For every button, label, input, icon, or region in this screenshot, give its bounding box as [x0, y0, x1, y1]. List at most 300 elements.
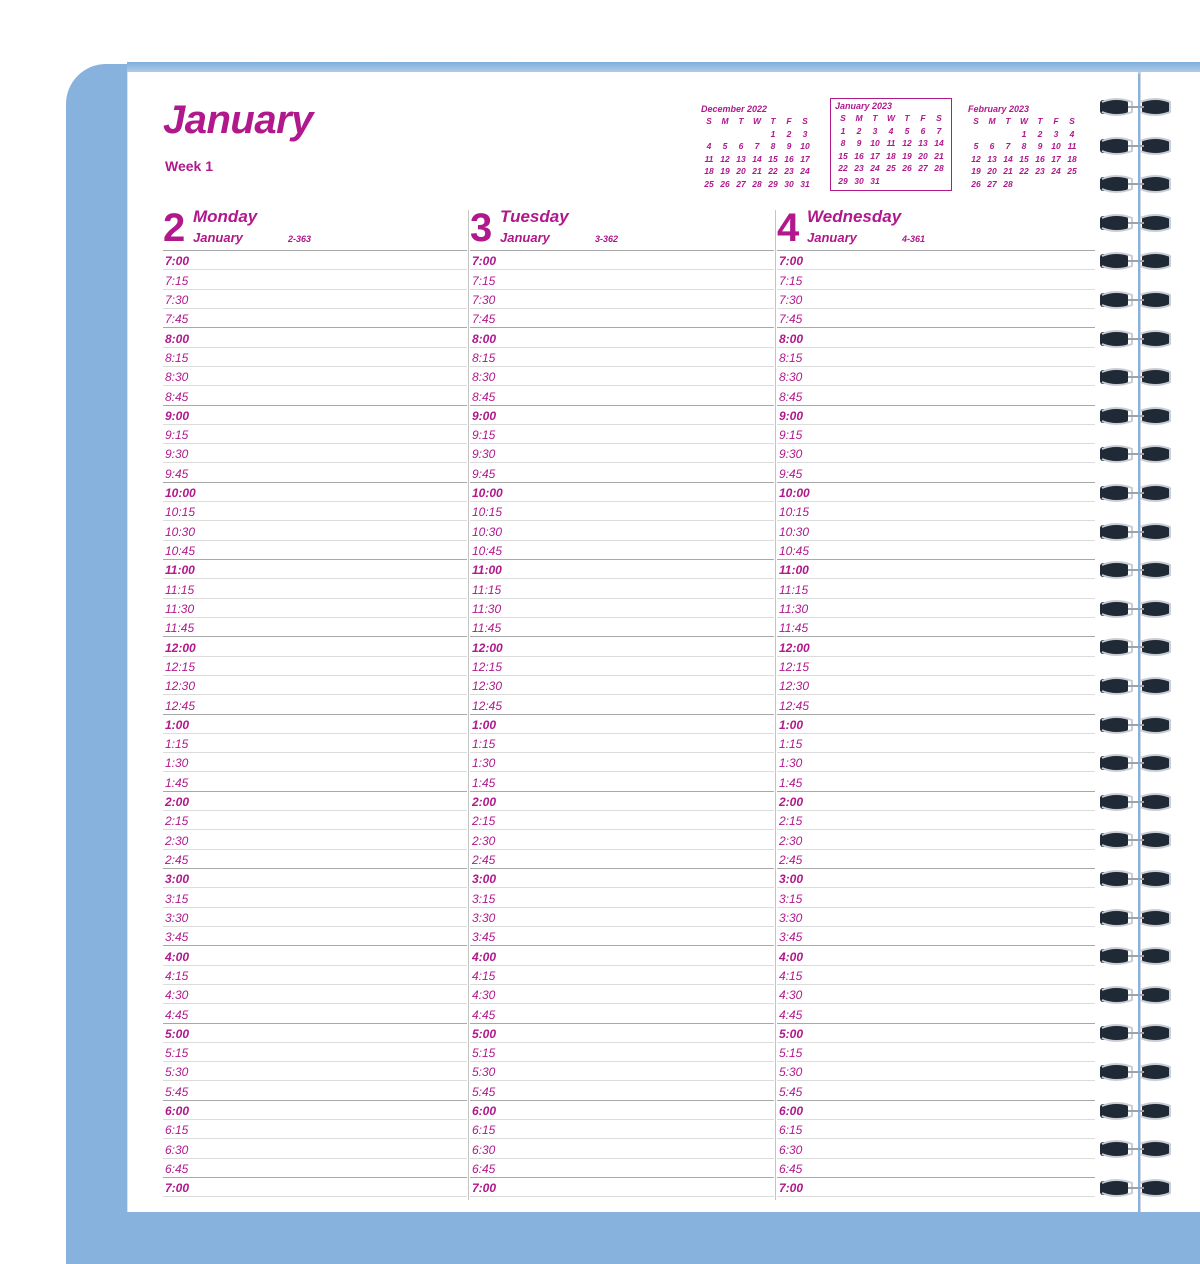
- calendar-date: 16: [854, 150, 864, 161]
- time-slot[interactable]: [777, 792, 1095, 811]
- time-label: 2:30: [779, 833, 803, 848]
- time-label: 7:00: [472, 1181, 497, 1196]
- time-slot[interactable]: [777, 1101, 1095, 1120]
- time-slot[interactable]: [163, 888, 467, 907]
- calendar-date: [1000, 128, 1016, 141]
- time-slot[interactable]: [163, 483, 467, 502]
- time-label: 5:30: [779, 1065, 803, 1080]
- time-slot[interactable]: [777, 1178, 1095, 1197]
- time-label: 2:15: [472, 814, 496, 829]
- time-label: 3:30: [472, 910, 496, 925]
- time-label: 5:30: [472, 1065, 496, 1080]
- time-slot[interactable]: [777, 406, 1095, 425]
- time-slot[interactable]: [163, 618, 467, 637]
- mini-calendar-grid: [835, 112, 947, 187]
- time-slot[interactable]: [470, 425, 774, 444]
- time-slot[interactable]: [163, 386, 467, 405]
- time-label: 12:00: [472, 640, 503, 655]
- time-label: 4:00: [779, 949, 804, 964]
- time-slot[interactable]: [470, 444, 774, 463]
- time-slot[interactable]: [163, 1043, 467, 1062]
- time-label: 6:30: [779, 1142, 803, 1157]
- time-label: 11:45: [472, 621, 502, 636]
- time-label: 3:45: [779, 930, 803, 945]
- time-slot[interactable]: [163, 444, 467, 463]
- calendar-date: 26: [902, 163, 912, 173]
- time-slot[interactable]: [470, 830, 774, 849]
- time-slot[interactable]: [163, 406, 467, 425]
- time-label: 4:00: [472, 949, 497, 964]
- calendar-date: [1032, 178, 1048, 191]
- time-label: 3:00: [472, 872, 497, 887]
- time-slot[interactable]: [470, 348, 774, 367]
- time-label: 1:45: [779, 775, 803, 790]
- calendar-date: 28: [934, 163, 944, 173]
- time-label: 4:15: [779, 968, 803, 983]
- time-slot[interactable]: [470, 695, 774, 714]
- time-slot[interactable]: [163, 908, 467, 927]
- time-slot[interactable]: [470, 290, 774, 309]
- time-slot[interactable]: [163, 1139, 467, 1158]
- time-slot[interactable]: [470, 251, 774, 270]
- calendar-date: 21: [1003, 166, 1013, 176]
- time-slot[interactable]: [777, 811, 1095, 830]
- time-slot[interactable]: [470, 463, 774, 482]
- time-slot[interactable]: [163, 1178, 467, 1197]
- calendar-date: 14: [934, 138, 944, 148]
- time-slot[interactable]: [777, 753, 1095, 772]
- day-month: January: [500, 230, 550, 245]
- time-slot[interactable]: [470, 483, 774, 502]
- calendar-date: 13: [918, 138, 928, 148]
- calendar-date: 4: [1069, 128, 1075, 139]
- spiral-coil: [1098, 96, 1174, 116]
- time-slot[interactable]: [470, 869, 774, 888]
- time-label: 4:45: [472, 1007, 496, 1022]
- time-label: 9:45: [472, 466, 496, 481]
- time-label: 5:45: [779, 1084, 803, 1099]
- time-slot[interactable]: [470, 521, 774, 540]
- mini-calendar-title: January 2023: [835, 101, 893, 111]
- calendar-date: 31: [800, 178, 810, 189]
- time-slot[interactable]: [163, 1062, 467, 1081]
- time-label: 8:00: [779, 331, 804, 346]
- calendar-date: 5: [973, 141, 979, 151]
- calendar-date: [915, 175, 931, 188]
- calendar-date: 5: [722, 141, 728, 151]
- time-label: 8:15: [779, 350, 803, 365]
- time-slot[interactable]: [470, 946, 774, 965]
- time-label: 12:45: [472, 698, 503, 713]
- time-slot[interactable]: [777, 599, 1095, 618]
- calendar-date: 24: [1051, 166, 1061, 176]
- weekday-label: S: [802, 116, 808, 126]
- time-label: 4:00: [165, 949, 190, 964]
- time-slot[interactable]: [470, 908, 774, 927]
- time-slot[interactable]: [470, 270, 774, 289]
- calendar-date: 13: [736, 153, 746, 164]
- calendar-date: 4: [888, 125, 894, 136]
- time-slot[interactable]: [777, 386, 1095, 405]
- time-slot[interactable]: [163, 1120, 467, 1139]
- time-slot[interactable]: [777, 966, 1095, 985]
- time-slot[interactable]: [777, 1081, 1095, 1100]
- day-number: 2: [163, 206, 186, 250]
- time-label: 1:15: [779, 737, 803, 752]
- time-label: 12:45: [779, 698, 810, 713]
- calendar-date: 18: [1067, 153, 1077, 164]
- time-slot[interactable]: [777, 1159, 1095, 1178]
- time-label: 11:45: [165, 621, 195, 636]
- time-label: 9:30: [165, 447, 189, 462]
- calendar-date: [1016, 178, 1032, 191]
- time-slot[interactable]: [163, 657, 467, 676]
- time-slot[interactable]: [777, 328, 1095, 347]
- time-label: 7:30: [779, 292, 803, 307]
- time-label: 11:00: [165, 563, 195, 578]
- time-slot[interactable]: [163, 270, 467, 289]
- calendar-date: 8: [840, 138, 846, 148]
- calendar-date: 6: [989, 141, 995, 151]
- time-label: 9:45: [165, 466, 189, 481]
- time-slot[interactable]: [470, 1120, 774, 1139]
- time-label: 9:00: [472, 408, 497, 423]
- time-slot[interactable]: [777, 1062, 1095, 1081]
- time-slot[interactable]: [163, 290, 467, 309]
- time-slot[interactable]: [163, 985, 467, 1004]
- time-slot[interactable]: [470, 657, 774, 676]
- time-slot[interactable]: [777, 521, 1095, 540]
- time-slot[interactable]: [470, 850, 774, 869]
- weekday-label: S: [936, 113, 942, 123]
- time-slot[interactable]: [777, 772, 1095, 791]
- calendar-date: 16: [1035, 153, 1045, 164]
- time-label: 6:15: [472, 1123, 496, 1138]
- spiral-coil: [1098, 1138, 1174, 1158]
- time-label: 9:30: [779, 447, 803, 462]
- column-divider: [775, 210, 776, 1200]
- time-slot[interactable]: [163, 772, 467, 791]
- time-slot[interactable]: [163, 1081, 467, 1100]
- time-slot[interactable]: [777, 425, 1095, 444]
- time-slot[interactable]: [470, 579, 774, 598]
- time-slot[interactable]: [163, 637, 467, 656]
- spiral-coil: [1098, 173, 1174, 193]
- time-label: 5:15: [779, 1046, 803, 1061]
- time-label: 9:00: [165, 408, 190, 423]
- time-slot[interactable]: [777, 850, 1095, 869]
- time-slot[interactable]: [470, 1139, 774, 1158]
- time-label: 12:15: [165, 659, 196, 674]
- calendar-date: 27: [918, 163, 928, 173]
- time-slot[interactable]: [163, 348, 467, 367]
- spiral-coil: [1098, 405, 1174, 425]
- time-slot[interactable]: [163, 1004, 467, 1023]
- time-slot[interactable]: [777, 618, 1095, 637]
- time-slot[interactable]: [163, 927, 467, 946]
- time-slot[interactable]: [163, 541, 467, 560]
- time-slot[interactable]: [777, 444, 1095, 463]
- time-label: 6:00: [165, 1104, 190, 1119]
- time-label: 11:30: [472, 601, 502, 616]
- spiral-coil: [1098, 289, 1174, 309]
- time-label: 11:45: [779, 621, 809, 636]
- time-slot[interactable]: [470, 560, 774, 579]
- time-slot[interactable]: [470, 927, 774, 946]
- time-slot[interactable]: [163, 425, 467, 444]
- calendar-date: 16: [784, 153, 794, 164]
- spiral-coil: [1098, 598, 1174, 618]
- time-label: 4:30: [165, 988, 189, 1003]
- time-slot[interactable]: [777, 348, 1095, 367]
- calendar-date: 9: [786, 141, 792, 151]
- time-label: 7:15: [472, 273, 496, 288]
- time-slot[interactable]: [163, 599, 467, 618]
- time-label: 7:45: [779, 312, 803, 327]
- time-slot[interactable]: [163, 1159, 467, 1178]
- time-slot[interactable]: [777, 1004, 1095, 1023]
- time-slot[interactable]: [163, 463, 467, 482]
- time-slot[interactable]: [163, 811, 467, 830]
- time-label: 4:15: [165, 968, 189, 983]
- time-slot[interactable]: [470, 1178, 774, 1197]
- time-label: 6:00: [779, 1104, 804, 1119]
- time-label: 8:45: [472, 389, 496, 404]
- calendar-date: 10: [800, 141, 810, 151]
- time-slot[interactable]: [777, 502, 1095, 521]
- time-slot[interactable]: [163, 251, 467, 270]
- time-slot[interactable]: [163, 715, 467, 734]
- time-slot[interactable]: [470, 715, 774, 734]
- calendar-date: 17: [800, 153, 810, 164]
- time-label: 7:15: [779, 273, 803, 288]
- time-slot[interactable]: [163, 946, 467, 965]
- time-slot[interactable]: [163, 753, 467, 772]
- time-label: 11:00: [472, 563, 502, 578]
- time-slot[interactable]: [470, 637, 774, 656]
- time-slot[interactable]: [470, 772, 774, 791]
- time-slot[interactable]: [470, 792, 774, 811]
- calendar-date: 19: [720, 166, 730, 176]
- time-slot[interactable]: [470, 753, 774, 772]
- time-slot[interactable]: [777, 927, 1095, 946]
- time-label: 8:00: [472, 331, 497, 346]
- time-slot[interactable]: [163, 830, 467, 849]
- time-label: 10:15: [165, 505, 196, 520]
- time-slot[interactable]: [163, 579, 467, 598]
- time-slot[interactable]: [777, 637, 1095, 656]
- time-label: 12:15: [472, 659, 503, 674]
- calendar-date: 24: [870, 163, 880, 173]
- time-label: 11:15: [165, 582, 195, 597]
- time-slot[interactable]: [470, 599, 774, 618]
- time-slot[interactable]: [470, 1004, 774, 1023]
- calendar-date: [883, 175, 899, 188]
- spiral-coil: [1098, 868, 1174, 888]
- calendar-date: 6: [920, 125, 926, 136]
- time-slot[interactable]: [470, 309, 774, 328]
- time-label: 7:00: [779, 1181, 804, 1196]
- time-slot[interactable]: [777, 560, 1095, 579]
- weekday-label: T: [872, 113, 878, 123]
- time-slot[interactable]: [163, 676, 467, 695]
- time-slot[interactable]: [777, 908, 1095, 927]
- calendar-date: 27: [736, 178, 746, 189]
- time-slot[interactable]: [470, 1081, 774, 1100]
- time-label: 3:45: [472, 930, 496, 945]
- time-label: 8:30: [165, 370, 189, 385]
- calendar-date: 25: [886, 163, 896, 173]
- time-slot[interactable]: [777, 309, 1095, 328]
- time-slot[interactable]: [470, 1101, 774, 1120]
- day-of-year-code: 3-362: [595, 234, 619, 244]
- time-label: 6:30: [472, 1142, 496, 1157]
- time-slot[interactable]: [163, 309, 467, 328]
- weekday-label: M: [988, 116, 996, 126]
- time-slot[interactable]: [777, 541, 1095, 560]
- time-slot[interactable]: [777, 888, 1095, 907]
- calendar-date: 17: [1051, 153, 1061, 164]
- calendar-date: 2: [1037, 128, 1043, 139]
- time-slot[interactable]: [163, 502, 467, 521]
- calendar-date: 18: [886, 150, 896, 161]
- spiral-coil: [1098, 907, 1174, 927]
- time-label: 1:00: [165, 717, 190, 732]
- calendar-date: 8: [1021, 141, 1027, 151]
- time-label: 9:15: [472, 428, 496, 443]
- time-slot[interactable]: [163, 695, 467, 714]
- calendar-date: 1: [840, 125, 846, 136]
- time-slot[interactable]: [163, 328, 467, 347]
- time-slot[interactable]: [777, 715, 1095, 734]
- time-label: 7:00: [472, 254, 497, 269]
- time-slot[interactable]: [470, 502, 774, 521]
- time-slot[interactable]: [163, 367, 467, 386]
- time-slot[interactable]: [777, 1120, 1095, 1139]
- calendar-date: 13: [987, 153, 997, 164]
- time-slot[interactable]: [163, 1024, 467, 1043]
- time-slot[interactable]: [163, 792, 467, 811]
- calendar-date: 2: [786, 128, 792, 139]
- day-month: January: [807, 230, 857, 245]
- time-label: 7:45: [472, 312, 496, 327]
- time-slot[interactable]: [777, 579, 1095, 598]
- time-label: 10:45: [472, 544, 503, 558]
- month-title: January: [163, 98, 313, 142]
- time-slot[interactable]: [777, 367, 1095, 386]
- time-slot[interactable]: [470, 888, 774, 907]
- time-slot[interactable]: [470, 966, 774, 985]
- day-name: Monday: [193, 207, 258, 226]
- calendar-date: 19: [902, 150, 912, 161]
- time-label: 7:30: [165, 292, 189, 307]
- time-label: 1:45: [472, 775, 496, 790]
- time-slot[interactable]: [777, 946, 1095, 965]
- time-label: 7:15: [165, 273, 189, 288]
- time-label: 11:30: [165, 601, 195, 616]
- time-slot[interactable]: [470, 328, 774, 347]
- time-label: 7:30: [472, 292, 496, 307]
- time-slot[interactable]: [470, 541, 774, 560]
- time-slot[interactable]: [163, 869, 467, 888]
- column-divider: [468, 210, 469, 1200]
- weekday-label: S: [840, 113, 846, 123]
- time-label: 1:30: [779, 756, 803, 771]
- time-slot[interactable]: [777, 734, 1095, 753]
- time-slot[interactable]: [777, 657, 1095, 676]
- time-slot[interactable]: [163, 850, 467, 869]
- day-number: 3: [470, 206, 493, 250]
- time-slot[interactable]: [470, 1159, 774, 1178]
- mini-calendar-title: February 2023: [968, 104, 1030, 114]
- time-slot[interactable]: [777, 1024, 1095, 1043]
- spiral-coil: [1098, 135, 1174, 155]
- time-label: 3:15: [472, 891, 496, 906]
- time-slot[interactable]: [470, 985, 774, 1004]
- time-slot[interactable]: [777, 270, 1095, 289]
- weekday-label: W: [886, 113, 896, 123]
- time-slot[interactable]: [470, 618, 774, 637]
- time-slot[interactable]: [777, 869, 1095, 888]
- time-label: 11:00: [779, 563, 809, 578]
- mini-calendar-grid: [701, 115, 813, 190]
- time-label: 9:15: [779, 428, 803, 443]
- calendar-date: 10: [870, 138, 880, 148]
- time-label: 2:00: [165, 795, 190, 810]
- time-slot[interactable]: [470, 811, 774, 830]
- time-slot[interactable]: [777, 676, 1095, 695]
- time-slot[interactable]: [163, 1101, 467, 1120]
- time-slot[interactable]: [470, 676, 774, 695]
- time-slot[interactable]: [777, 483, 1095, 502]
- time-label: 9:00: [779, 408, 804, 423]
- time-label: 10:00: [472, 486, 503, 501]
- time-slot[interactable]: [163, 521, 467, 540]
- time-slot[interactable]: [777, 251, 1095, 270]
- calendar-date: 26: [971, 178, 981, 189]
- time-slot[interactable]: [777, 985, 1095, 1004]
- time-slot[interactable]: [470, 386, 774, 405]
- time-label: 5:45: [165, 1084, 189, 1099]
- time-slot[interactable]: [470, 1062, 774, 1081]
- time-slot[interactable]: [163, 560, 467, 579]
- time-slot[interactable]: [777, 463, 1095, 482]
- time-slot-list: [777, 251, 1095, 1197]
- time-slot[interactable]: [777, 1139, 1095, 1158]
- spiral-coil: [1098, 559, 1174, 579]
- time-slot[interactable]: [777, 695, 1095, 714]
- time-label: 3:00: [165, 872, 190, 887]
- weekday-label: T: [1005, 116, 1011, 126]
- time-slot[interactable]: [777, 830, 1095, 849]
- calendar-date: 9: [856, 138, 862, 148]
- time-slot[interactable]: [163, 734, 467, 753]
- calendar-date: 26: [720, 178, 730, 189]
- time-slot[interactable]: [470, 367, 774, 386]
- time-slot[interactable]: [777, 290, 1095, 309]
- time-slot[interactable]: [470, 734, 774, 753]
- spiral-coil: [1098, 212, 1174, 232]
- time-slot[interactable]: [470, 1043, 774, 1062]
- time-slot[interactable]: [777, 1043, 1095, 1062]
- time-slot[interactable]: [163, 966, 467, 985]
- time-label: 10:00: [779, 486, 810, 501]
- time-slot[interactable]: [470, 406, 774, 425]
- time-slot[interactable]: [470, 1024, 774, 1043]
- time-label: 3:15: [165, 891, 189, 906]
- time-label: 7:00: [779, 254, 804, 269]
- time-label: 3:15: [779, 891, 803, 906]
